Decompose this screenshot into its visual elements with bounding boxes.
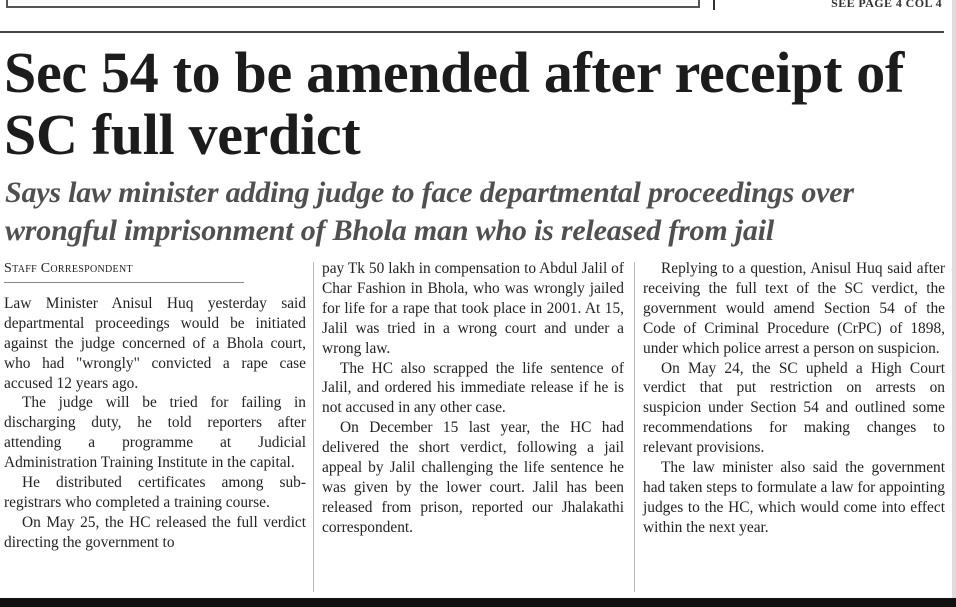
paragraph: pay Tk 50 lakh in compensation to Abdul Jalil of Char Fashion in Bhola, who was wrongly jailed for life for a rape that took place in 2001. At 15, Jalil was tried in a wrong court and under a wrong law. — [322, 260, 624, 357]
paragraph: The law minister also said the government had taken steps to formulate a law for appointing judges to the HC, which would come into effect within the next year. — [643, 459, 945, 536]
scan-bottom-border — [0, 598, 956, 607]
column-divider — [634, 262, 635, 592]
column-divider — [313, 262, 314, 592]
paragraph: Replying to a question, Anisul Huq said after receiving the full text of the SC verdict, the government would amend Section 54 of the Code of Criminal Procedure (CrPC) of 1898, under which police arrest a person on suspicion. — [643, 260, 945, 357]
continuation-note: SEE PAGE 4 COL 4 — [831, 0, 942, 10]
paragraph: On May 25, the HC released the full verdict directing the government to — [4, 513, 306, 551]
previous-article-box — [6, 0, 700, 8]
article-column-2 — [322, 259, 624, 538]
paragraph: The HC also scrapped the life sentence of Jalil, and ordered his immediate release if he is not accused in any other case. — [322, 359, 624, 417]
paragraph: The judge will be tried for failing in discharging duty, he told reporters after attending a programme at Judicial Administration Training Institute in the capital. — [4, 394, 306, 472]
scan-edge — [952, 0, 956, 607]
article-column-1 — [4, 259, 306, 553]
paragraph: On December 15 last year, the HC had delivered the short verdict, following a jail appeal by Jalil challenging the life sentence he was given by the lower court. Jalil has been released from prison, reported our Jhalakathi correspondent. — [322, 419, 624, 536]
column-divider-top — [713, 0, 715, 10]
section-rule — [0, 31, 944, 33]
paragraph: He distributed certificates among sub-registrars who completed a training course. — [4, 474, 306, 511]
byline: Staff Correspondent — [4, 259, 244, 283]
headline: Sec 54 to be amended after receipt of SC full verdict — [4, 40, 905, 167]
subheadline: Says law minister adding judge to face departmental proceedings over wrongful imprisonment of Bhola man who is released from jail — [5, 176, 854, 247]
article-column-3 — [643, 259, 945, 538]
paragraph: On May 24, the SC upheld a High Court verdict that put restriction on arrests on suspicion under Section 54 and outlined some recommendations for making changes to relevant provisions. — [643, 359, 945, 457]
paragraph: Law Minister Anisul Huq yesterday said departmental proceedings would be initiated against the judge concerned of a Bhola court, who had "wrongly" convicted a rape case accused 12 years ago. — [4, 294, 306, 392]
